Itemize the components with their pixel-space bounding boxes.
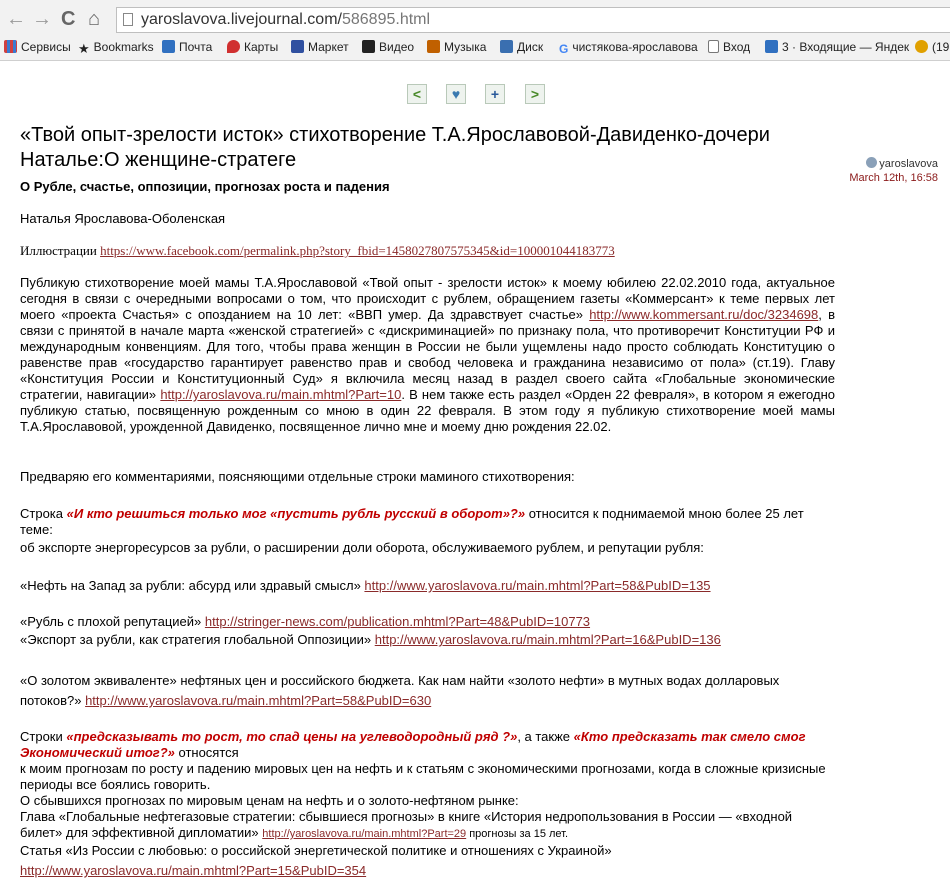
illustrations-line: Иллюстрации https://www.facebook.com/permalink.php?story_fbid=1458027807575345&id=100001044183773 [20, 243, 615, 258]
forward-button[interactable]: → [32, 8, 52, 30]
prev-entry-button[interactable]: < [407, 84, 427, 104]
line1-quote: «И кто решиться только мог «пустить рубль русский в оборот»?» [66, 506, 526, 521]
home-button[interactable]: ⌂ [88, 8, 101, 30]
lines2-topic: к моим прогнозам по росту и падению мировых цен на нефть и к статьям с экономическими прогнозами, когда в сложные кризисные периоды все боялись говорить. [20, 761, 826, 792]
fulfilled-line: О сбывшихся прогнозах по мировым ценам на нефть и о золото-нефтяном рынке: [20, 793, 519, 808]
facebook-link[interactable]: https://www.facebook.com/permalink.php?story_fbid=1458027807575345&id=100001044183773 [100, 243, 615, 258]
reputation-line: «Рубль с плохой репутацией» http://stringer-news.com/publication.mhtml?Part=48&PubID=10773 [20, 614, 591, 629]
line1-paragraph: Строка «И кто решиться только мог «пустить рубль русский в оборот»?» относится к поднимаемой мною более 25 лет теме: [20, 506, 804, 537]
bookmark-music[interactable]: Музыка [427, 40, 486, 54]
export-link[interactable]: http://www.yaroslavova.ru/main.mhtml?Part=16&PubID=136 [374, 632, 721, 647]
chapter-link[interactable]: http://yaroslavova.ru/main.mhtml?Part=29 [262, 828, 467, 840]
reputation-link[interactable]: http://stringer-news.com/publication.mhtml?Part=48&PubID=10773 [204, 614, 591, 629]
gold-paragraph: «О золотом эквиваленте» нефтяных цен и российского бюджета. Как нам найти «золото нефти» в мутных водах долларовых потоков?» http://www.yaroslavova.ru/main.mhtml?Part=58&PubID=630 [20, 673, 780, 708]
intro-paragraph: Публикую стихотворение моей мамы Т.А.Ярославовой «Твой опыт - зрелости исток» к моему юбилею 22.02.2010 года, актуальное сегодня в связи с очередными вопросами о том, что происходит с рублем, обращением газеты «Коммерсант» к теме первых лет моего «проекта Счастья» с опозданием на 10 лет: «ВВП умер. Да здравствует счастье» http://www.kommersant.ru/doc/3234698, в связи с принятой в начале марта «женской стратегией» с «дискриминацией» по признаку пола, что противоречит Конституции РФ и международным конвенциям. Для того, чтобы права женщин в России не были ущемлены надо просто соблюдать Конституцию о равенстве прав «государство гарантирует равенство прав и свобод человека и гражданина независимо от пола» (ст.19). Главу «Конституция России и Конституционный Суд» я включила месяц назад в раздел своего сайта «Глобальные экономические стратегии, навигации» http://yaroslavova.ru/main.mhtml?Part=10. В нем также есть раздел «Орден 22 февраля», в котором я ежегодно публикую статью, посвященную рожденным со мною в один 22 февраля. В этом году я публикую стихотворение моей мамы Т.А.Ярославовой, урожденной Давиденко, посвященное лично мне и моему дню рождения 22.02. [20, 275, 835, 434]
post-title: «Твой опыт-зрелости исток» стихотворение Т.А.Ярославовой-Давиденко-дочери Наталье:О женщине-стратеге [20, 124, 770, 171]
author-name: Наталья Ярославова-Оболенская [20, 211, 226, 226]
oil-line: «Нефть на Запад за рубли: абсурд или здравый смысл» http://www.yaroslavova.ru/main.mhtml?Part=58&PubID=135 [20, 578, 711, 593]
oil-link[interactable]: http://www.yaroslavova.ru/main.mhtml?Part=58&PubID=135 [364, 578, 711, 593]
preface-line: Предваряю его комментариями, поясняющими отдельные строки маминого стихотворения: [20, 469, 575, 484]
lines2-paragraph: Строки «предсказывать то рост, то спад цены на углеводородный ряд ?», а также «Кто предсказать так смело смог Экономический итог?» относятся [20, 729, 806, 760]
bookmark-market[interactable]: Маркет [291, 40, 349, 54]
back-button[interactable]: ← [6, 8, 26, 30]
url-path: 586895.html [341, 11, 431, 28]
page-icon [708, 40, 719, 53]
video-play-icon [362, 40, 375, 53]
bookmark-google[interactable]: G чистякова-ярославова [559, 40, 698, 56]
next-entry-button[interactable]: > [525, 84, 545, 104]
post-user[interactable]: yaroslavova [879, 158, 938, 170]
post-date: March 12th, 16:58 [849, 172, 938, 184]
bookmark-mail[interactable]: Почта [162, 40, 212, 54]
apps-grid-icon [4, 40, 17, 53]
bookmark-video[interactable]: Видео [362, 40, 414, 54]
lines2-quote-1: «предсказывать то рост, то спад цены на углеводородный ряд ?» [66, 729, 518, 744]
memories-button[interactable]: ♥ [446, 84, 466, 104]
page-content [0, 61, 950, 882]
mail-icon [162, 40, 175, 53]
browser-chrome [0, 0, 950, 61]
cart-icon [291, 40, 304, 53]
bookmark-services[interactable]: Сервисы [4, 40, 71, 54]
music-note-icon [427, 40, 440, 53]
article-line: Статья «Из России с любовью: о российской энергетической политике и отношениях с Украиной» [20, 843, 612, 858]
bookmarks-bar [0, 37, 950, 59]
bookmark-bookmarks[interactable]: ★ Bookmarks [78, 40, 154, 56]
google-g-icon: G [559, 42, 569, 56]
bookmark-inbox[interactable]: 3 · Входящие — Яндек [765, 40, 909, 54]
reload-button[interactable]: C [61, 8, 76, 30]
article-link-line [20, 863, 835, 879]
chapter-paragraph: Глава «Глобальные нефтегазовые стратегии: сбывшиеся прогнозы» в книге «История недропользования в России — «входной билет» для эффективной дипломатии» http://yaroslavova.ru/main.mhtml?Part=29 прогнозы за 15 лет. [20, 809, 793, 840]
line1-topic: об экспорте энергоресурсов за рубли, о расширении доли оборота, обслуживаемого рублем, и репутации рубля: [20, 540, 704, 555]
bookmark-login[interactable]: Вход [708, 40, 750, 54]
article-link[interactable]: http://www.yaroslavova.ru/main.mhtml?Part=15&PubID=354 [20, 863, 367, 878]
circle-logo-icon [915, 40, 928, 53]
url-domain: yaroslavova.livejournal.com/ [141, 11, 342, 28]
post-subtitle: О Рубле, счастье, оппозиции, прогнозах роста и падения [20, 179, 390, 194]
user-icon [866, 157, 877, 168]
part10-link[interactable]: http://yaroslavova.ru/main.mhtml?Part=10 [160, 387, 402, 402]
url-text [141, 11, 430, 29]
star-icon: ★ [78, 41, 90, 56]
bookmark-ok[interactable]: (19 [915, 40, 949, 54]
bookmark-disk[interactable]: Диск [500, 40, 543, 54]
post-meta [848, 157, 938, 185]
add-friend-button[interactable]: + [485, 84, 505, 104]
map-pin-icon [227, 40, 240, 53]
page-icon [123, 13, 133, 26]
kommersant-link[interactable]: http://www.kommersant.ru/doc/3234698 [589, 307, 819, 322]
address-bar[interactable] [116, 7, 950, 33]
gold-link[interactable]: http://www.yaroslavova.ru/main.mhtml?Part=58&PubID=630 [85, 693, 432, 708]
lines2-quote-2: «Кто предсказать так смело смог Экономический итог?» [20, 729, 806, 760]
mail-icon [765, 40, 778, 53]
bookmark-maps[interactable]: Карты [227, 40, 278, 54]
disk-icon [500, 40, 513, 53]
export-line: «Экспорт за рубли, как стратегия глобальной Оппозиции» http://www.yaroslavova.ru/main.mhtml?Part=16&PubID=136 [20, 632, 721, 647]
